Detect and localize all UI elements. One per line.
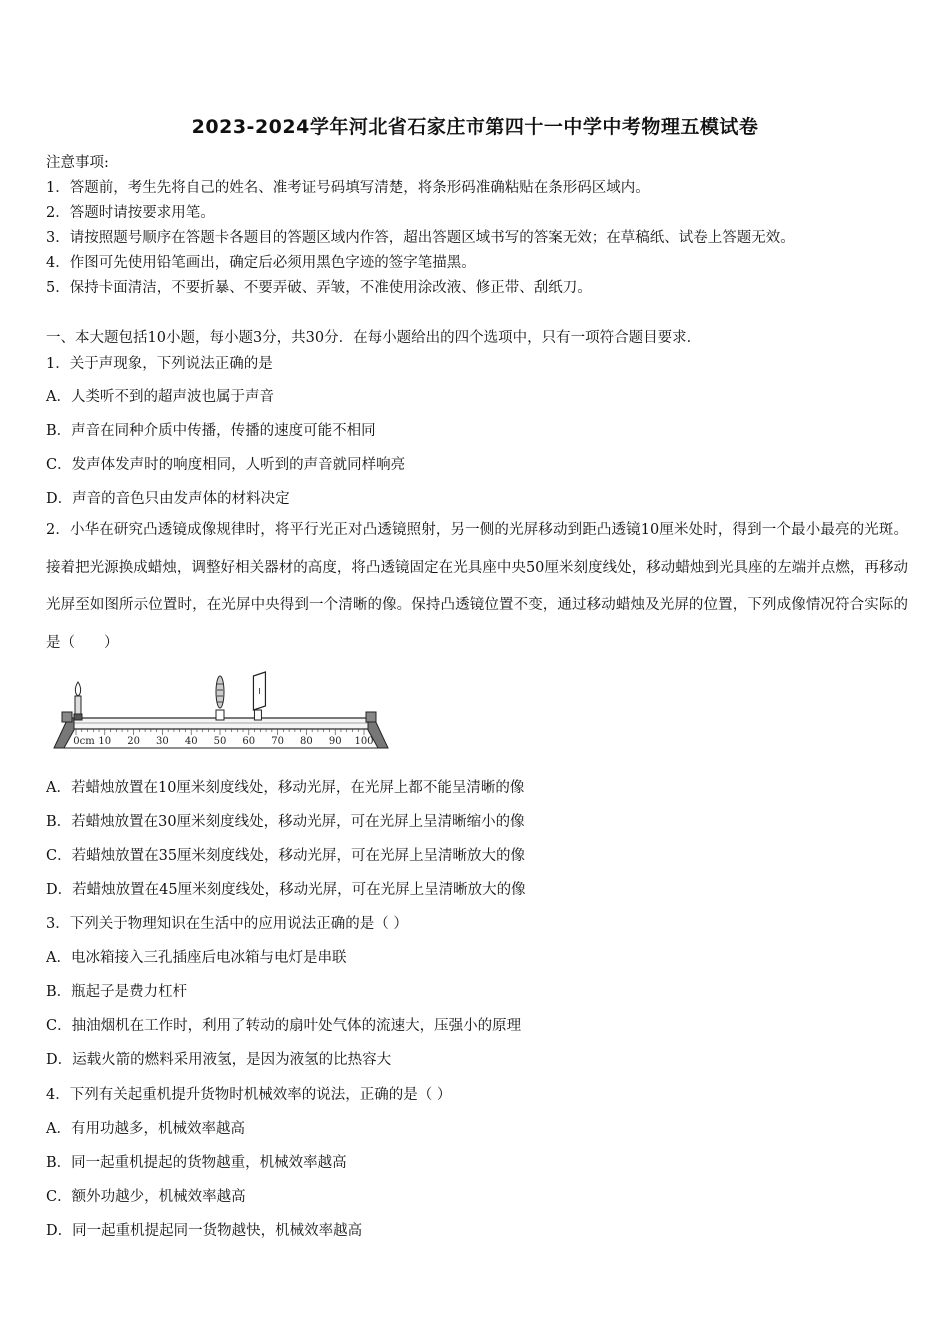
bench-tick-label: 10 xyxy=(98,736,112,747)
question-3-stem: 3．下列关于物理知识在生活中的应用说法正确的是（ ） xyxy=(46,916,408,932)
question-2-stem: 2．小华在研究凸透镜成像规律时，将平行光正对凸透镜照射，另一侧的光屏移动到距凸透镜10厘米处时，得到一个最小最亮的光斑。接着把光源换成蜡烛，调整好相关器材的高度，将凸透镜固定在光具座中央50厘米刻度线处，移动蜡烛到光具座的左端并点燃，再移动光屏至如图所示位置时，在光屏中央得到一个清晰的像。保持凸透镜位置不变，通过移动蜡烛及光屏的位置，下列成像情况符合实际的是（ ） xyxy=(46,522,908,651)
question-1-stem: 1．关于声现象，下列说法正确的是 xyxy=(46,356,273,372)
convex-lens xyxy=(216,676,224,720)
optical-bench-figure xyxy=(48,668,400,752)
candle-flame xyxy=(75,682,80,696)
bench-tick-label: 20 xyxy=(127,736,140,747)
right-end-block xyxy=(366,712,376,722)
section-heading: 一、本大题包括10小题，每小题3分，共30分．在每小题给出的四个选项中，只有一项符合题目要求． xyxy=(46,330,702,346)
question-4-stem: 4．下列有关起重机提升货物时机械效率的说法，正确的是（ ） xyxy=(46,1087,452,1103)
notice-item: 3．请按照题号顺序在答题卡各题目的答题区域内作答，超出答题区域书写的答案无效；在草稿纸、试卷上答题无效。 xyxy=(46,230,795,246)
q3-option-a: A．电冰箱接入三孔插座后电冰箱与电灯是串联 xyxy=(46,950,347,966)
bench-tick-label: 0cm xyxy=(73,736,95,747)
notice-item: 5．保持卡面清洁，不要折暴、不要弄破、弄皱，不准使用涂改液、修正带、刮纸刀。 xyxy=(46,280,592,296)
bench-tick-label: 40 xyxy=(184,736,198,747)
q4-option-a: A．有用功越多，机械效率越高 xyxy=(46,1121,245,1137)
bench-tick-label: 80 xyxy=(300,736,313,747)
lens-body xyxy=(216,676,224,708)
q1-option-c: C．发声体发声时的响度相同，人听到的声音就同样响亮 xyxy=(46,457,406,473)
q2-option-b: B．若蜡烛放置在30厘米刻度线处，移动光屏，可在光屏上呈清晰缩小的像 xyxy=(46,814,525,830)
q4-option-c: C．额外功越少，机械效率越高 xyxy=(46,1189,246,1205)
q3-option-b: B．瓶起子是费力杠杆 xyxy=(46,984,188,1000)
bench-tick-label: 90 xyxy=(328,736,342,747)
bench-tick-label: 30 xyxy=(156,736,169,747)
q3-option-d: D．运载火箭的燃料采用液氢，是因为液氢的比热容大 xyxy=(46,1052,392,1068)
bench-tick-label: 60 xyxy=(242,736,256,747)
q1-option-d: D．声音的音色只由发声体的材料决定 xyxy=(46,491,290,507)
q4-option-d: D．同一起重机提起同一货物越快，机械效率越高 xyxy=(46,1223,363,1239)
bench-ticks xyxy=(76,729,364,735)
q2-option-a: A．若蜡烛放置在10厘米刻度线处，移动光屏，在光屏上都不能呈清晰的像 xyxy=(46,780,525,796)
q2-option-d: D．若蜡烛放置在45厘米刻度线处，移动光屏，可在光屏上呈清晰放大的像 xyxy=(46,882,526,898)
bench-tick-label: 100 xyxy=(354,736,374,747)
notice-heading: 注意事项: xyxy=(46,155,109,171)
left-end-block xyxy=(62,712,72,722)
bench-labels xyxy=(73,736,373,747)
notice-item: 4．作图可先使用铅笔画出，确定后必须用黑色字迹的签字笔描黑。 xyxy=(46,255,476,271)
bench-tick-label: 70 xyxy=(271,736,284,747)
q1-option-b: B．声音在同种介质中传播，传播的速度可能不相同 xyxy=(46,423,376,439)
candle-body xyxy=(75,696,81,714)
candle xyxy=(74,682,82,720)
screen-holder xyxy=(254,710,261,720)
bench-tick-label: 50 xyxy=(213,736,227,747)
q2-option-c: C．若蜡烛放置在35厘米刻度线处，移动光屏，可在光屏上呈清晰放大的像 xyxy=(46,848,526,864)
notice-item: 1．答题前，考生先将自己的姓名、准考证号码填写清楚，将条形码准确粘贴在条形码区域内。 xyxy=(46,180,650,196)
q1-option-a: A．人类听不到的超声波也属于声音 xyxy=(46,389,274,405)
page-title: 2023-2024学年河北省石家庄市第四十一中学中考物理五模试卷 xyxy=(191,116,759,138)
q3-option-c: C．抽油烟机在工作时，利用了转动的扇叶处气体的流速大，压强小的原理 xyxy=(46,1018,522,1034)
notice-item: 2．答题时请按要求用笔。 xyxy=(46,205,215,221)
lens-holder xyxy=(216,710,224,720)
q4-option-b: B．同一起重机提起的货物越重，机械效率越高 xyxy=(46,1155,347,1171)
candle-holder xyxy=(74,714,82,720)
light-screen xyxy=(253,672,265,720)
